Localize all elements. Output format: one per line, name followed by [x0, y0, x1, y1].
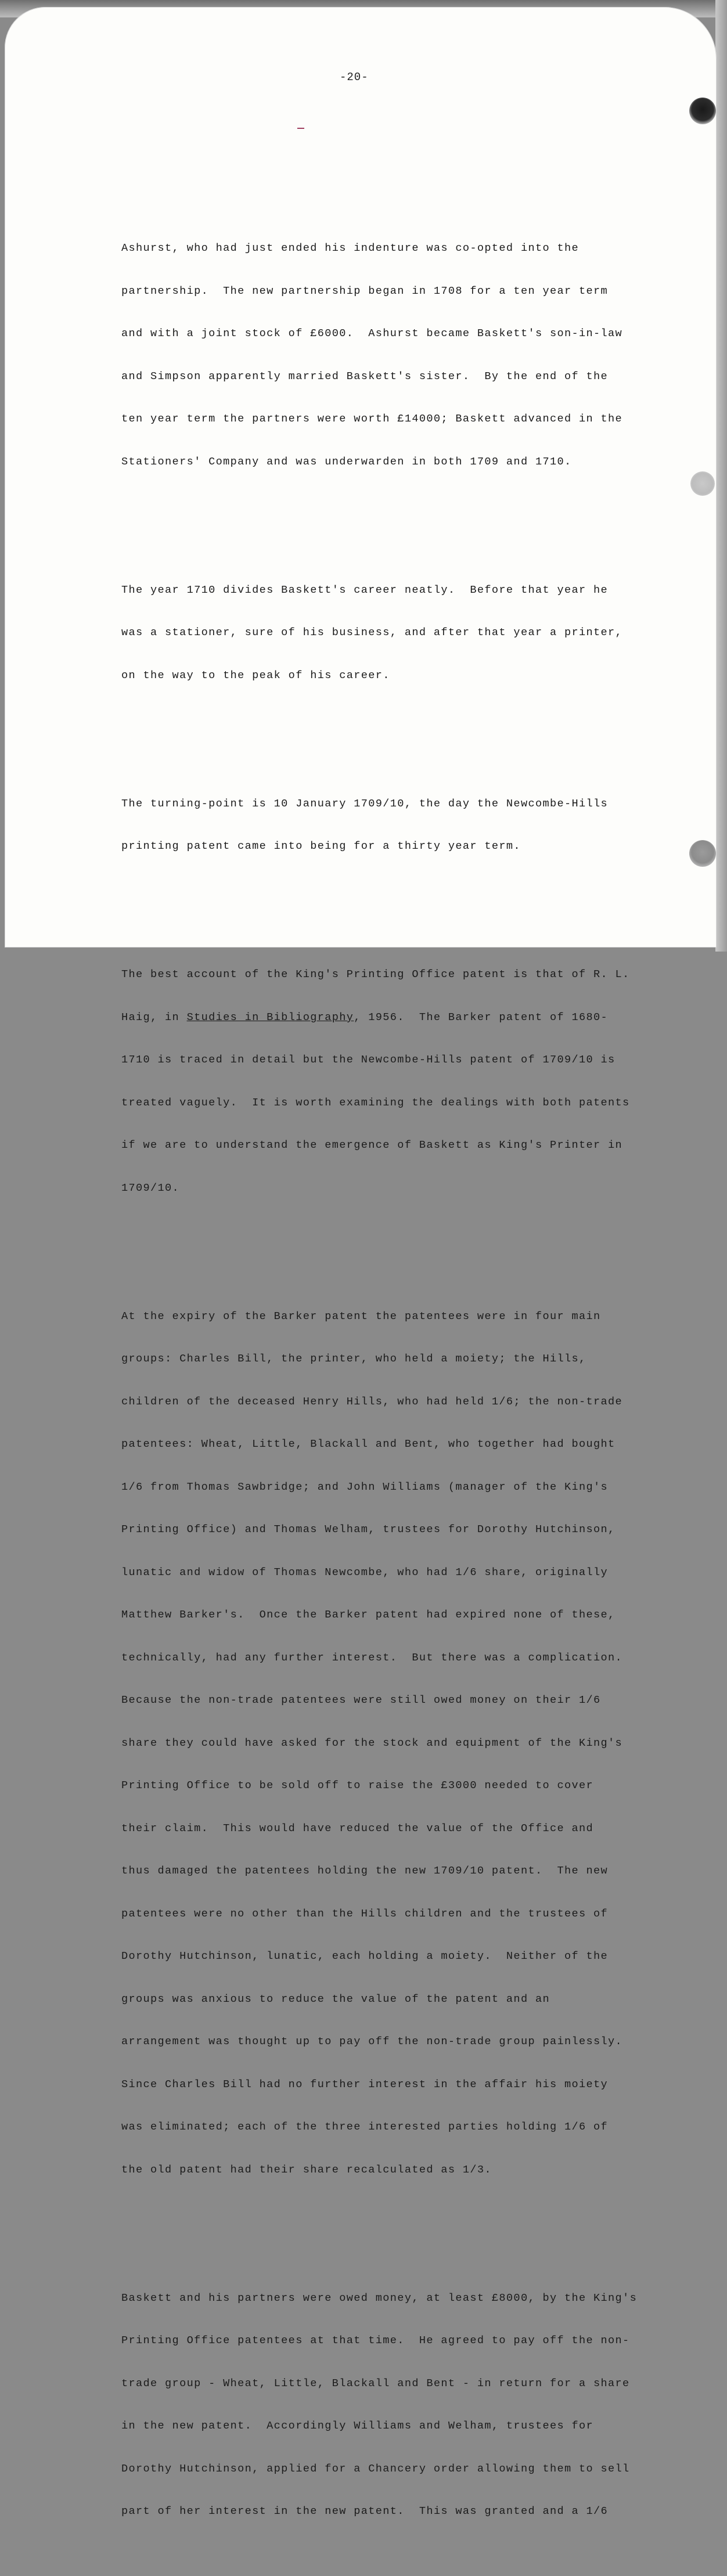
- book-title: Studies in Bibliography: [186, 1011, 354, 1024]
- binder-hole-bottom: [689, 840, 716, 867]
- paragraph-2: [121, 555, 638, 712]
- text-line: 1/6 from Thomas Sawbridge; and John Williams (manager of the King's: [121, 1480, 609, 1493]
- text-line: in the new patent. Accordingly Williams and Welham, trustees for: [121, 2420, 594, 2432]
- text-segment: , 1956. The Barker patent of 1680-: [354, 1011, 609, 1024]
- text-line: The best account of the King's Printing Office patent is that of R. L.: [121, 968, 630, 981]
- text-line: on the way to the peak of his career.: [121, 669, 390, 682]
- paragraph-6: [121, 2263, 638, 2548]
- text-line: the old patent had their share recalculated as 1/3.: [121, 2163, 492, 2176]
- stray-ink-mark: [297, 128, 304, 129]
- paragraph-1: [121, 213, 638, 498]
- text-line: Matthew Barker's. Once the Barker patent had expired none of these,: [121, 1609, 616, 1621]
- binder-hole-top: [689, 98, 716, 124]
- text-line: The turning-point is 10 January 1709/10, the day the Newcombe-Hills: [121, 797, 609, 810]
- text-line: Printing Office to be sold off to raise the £3000 needed to cover: [121, 1779, 594, 1792]
- text-line: if we are to understand the emergence of Baskett as King's Printer in: [121, 1139, 623, 1151]
- scan-background-right: [715, 0, 727, 952]
- text-line: Stationers' Company and was underwarden in both 1709 and 1710.: [121, 455, 572, 468]
- text-line: groups: Charles Bill, the printer, who held a moiety; the Hills,: [121, 1353, 586, 1365]
- text-line: printing patent came into being for a thirty year term.: [121, 840, 521, 852]
- text-line: Ashurst, who had just ended his indenture was co-opted into the: [121, 242, 580, 254]
- text-line: was a stationer, sure of his business, and after that year a printer,: [121, 626, 623, 639]
- text-line: Printing Office) and Thomas Welham, trustees for Dorothy Hutchinson,: [121, 1523, 616, 1536]
- text-line: patentees: Wheat, Little, Blackall and Bent, who together had bought: [121, 1438, 616, 1450]
- paragraph-3: [121, 769, 638, 882]
- text-line: Baskett and his partners were owed money, at least £8000, by the King's: [121, 2292, 638, 2304]
- body-text: [121, 185, 638, 2576]
- text-line: Dorothy Hutchinson, lunatic, each holding a moiety. Neither of the: [121, 1950, 609, 1962]
- text-line: At the expiry of the Barker patent the patentees were in four main: [121, 1310, 601, 1323]
- text-line: The year 1710 divides Baskett's career neatly. Before that year he: [121, 583, 609, 596]
- binder-hole-middle: [690, 471, 715, 496]
- paragraph-5: [121, 1281, 638, 2206]
- text-line: and with a joint stock of £6000. Ashurst became Baskett's son-in-law: [121, 327, 623, 340]
- text-line: was eliminated; each of the three interested parties holding 1/6 of: [121, 2121, 609, 2133]
- text-line: share they could have asked for the stock and equipment of the King's: [121, 1736, 623, 1749]
- text-line: Dorothy Hutchinson, applied for a Chancery order allowing them to sell: [121, 2462, 630, 2475]
- text-line: trade group - Wheat, Little, Blackall and Bent - in return for a share: [121, 2377, 630, 2390]
- text-line: 1710 is traced in detail but the Newcombe-Hills patent of 1709/10 is: [121, 1054, 616, 1066]
- text-segment: Haig, in: [121, 1011, 187, 1024]
- text-line: Since Charles Bill had no further interest in the affair his moiety: [121, 2078, 609, 2091]
- text-line: their claim. This would have reduced the value of the Office and: [121, 1822, 594, 1835]
- text-line: Because the non-trade patentees were still owed money on their 1/6: [121, 1694, 601, 1706]
- text-line: arrangement was thought up to pay off the non-trade group painlessly.: [121, 2035, 623, 2048]
- text-line: 1709/10.: [121, 1181, 180, 1194]
- text-line: lunatic and widow of Thomas Newcombe, who had 1/6 share, originally: [121, 1566, 609, 1579]
- text-line: patentees were no other than the Hills children and the trustees of: [121, 1907, 609, 1920]
- text-line: part of her interest in the new patent. This was granted and a 1/6: [121, 2505, 609, 2517]
- text-line: treated vaguely. It is worth examining the dealings with both patents: [121, 1096, 630, 1109]
- text-line: partnership. The new partnership began in 1708 for a ten year term: [121, 284, 609, 297]
- text-line: groups was anxious to reduce the value of the patent and an: [121, 1993, 550, 2005]
- text-line: and Simpson apparently married Baskett's sister. By the end of the: [121, 370, 609, 383]
- text-line: [121, 1011, 638, 1025]
- page-number: -20-: [340, 71, 369, 84]
- text-line: thus damaged the patentees holding the new 1709/10 patent. The new: [121, 1865, 609, 1877]
- text-line: Printing Office patentees at that time. He agreed to pay off the non-: [121, 2334, 630, 2347]
- text-line: children of the deceased Henry Hills, who had held 1/6; the non-trade: [121, 1395, 623, 1408]
- paragraph-4: [121, 939, 638, 1224]
- text-line: ten year term the partners were worth £14000; Baskett advanced in the: [121, 413, 623, 425]
- text-line: technically, had any further interest. But there was a complication.: [121, 1651, 623, 1664]
